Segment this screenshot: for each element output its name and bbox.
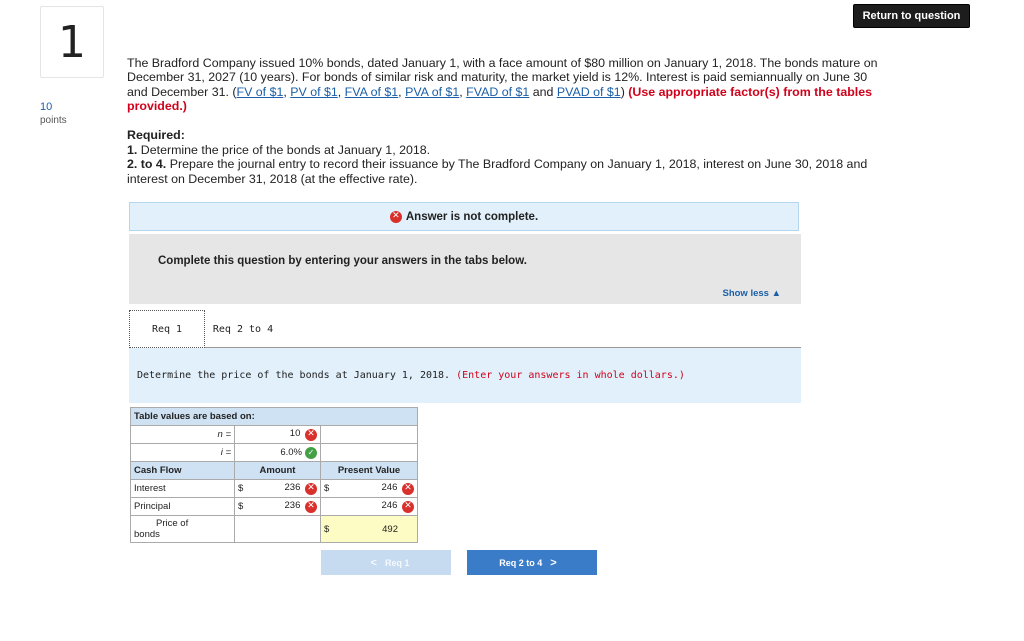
interest-amount-value: 236: [284, 482, 301, 494]
price-total-cell: [321, 516, 418, 543]
points-label: points: [40, 115, 67, 126]
link-pva-of-1[interactable]: PVA of $1: [405, 84, 460, 99]
tab-req-2-to-4[interactable]: Req 2 to 4: [207, 310, 279, 348]
tab-prompt-note: (Enter your answers in whole dollars.): [456, 370, 685, 381]
problem-text: The Bradford Company issued 10% bonds, dated January 1, with a face amount of $80 million on January 1, 2018. The bonds mature on December 31, 2027 (10 years). For bonds of similar risk and maturity, the market yield is 12%. Interest is paid semiannually on June 30 and December 31. (: [127, 56, 878, 99]
n-value: 10: [289, 428, 301, 440]
link-fv-of-1[interactable]: FV of $1: [236, 84, 284, 99]
error-icon: ✕: [305, 501, 317, 513]
principal-amount-input[interactable]: [235, 498, 321, 516]
tab-content-panel: [129, 348, 801, 403]
required-section: [127, 128, 887, 186]
problem-close: ): [620, 84, 625, 99]
table-row: [131, 480, 418, 498]
tab-prompt: [137, 370, 685, 381]
prev-req-button[interactable]: [321, 550, 451, 575]
principal-pv-input[interactable]: [321, 498, 418, 516]
show-less-toggle[interactable]: Show less ▲: [722, 288, 781, 299]
error-icon: ✕: [402, 483, 414, 495]
required-item2-text: Prepare the journal entry to record their issuance by The Bradford Company on January 1, 2018, interest on June 30, 2018 and interest on December 31, 2018 (at the effective rate).: [127, 157, 868, 186]
link-fva-of-1[interactable]: FVA of $1: [344, 84, 399, 99]
header-present-value: Present Value: [321, 462, 418, 480]
answer-status-banner: [129, 202, 799, 231]
chevron-left-icon: <: [370, 556, 377, 569]
present-value-table: [130, 407, 418, 543]
chevron-right-icon: >: [550, 556, 557, 569]
required-item1-text: Determine the price of the bonds at January 1, 2018.: [140, 142, 431, 157]
table-row: [131, 516, 418, 543]
instruction-panel: [129, 234, 801, 304]
prev-req-label: Req 1: [384, 557, 410, 568]
row-label-price: [131, 516, 235, 543]
problem-and: and: [529, 84, 557, 99]
i-label: i =: [131, 444, 235, 462]
problem-statement: The Bradford Company issued 10% bonds, dated January 1, with a face amount of $80 million on January 1, 2018. The bonds mature on December 31, 2027 (10 years). For bonds of similar risk and maturity, the market yield is 12%. Interest is paid semiannually on June 30 and December 31. (FV of $1, PV of $1, FVA of $1, PVA of $1, FVAD of $1 and PVAD of $1) (Use appropriate factor(s) from the tables provided.): [127, 56, 878, 113]
tab-req-1[interactable]: Req 1: [129, 310, 205, 348]
empty-cell: [235, 516, 321, 543]
tab-prompt-text: Determine the price of the bonds at January 1, 2018.: [137, 370, 451, 381]
row-label-principal: Principal: [131, 498, 235, 516]
i-input[interactable]: [235, 444, 321, 462]
empty-cell: [321, 444, 418, 462]
currency-symbol: $: [324, 483, 330, 494]
interest-pv-value: 246: [381, 482, 398, 494]
answer-status-text: Answer is not complete.: [405, 210, 539, 223]
required-item2-num: 2. to 4.: [127, 157, 167, 171]
price-label-line2: bonds: [134, 529, 160, 540]
interest-amount-input[interactable]: [235, 480, 321, 498]
principal-pv-value: 246: [381, 500, 398, 512]
link-pvad-of-1[interactable]: PVAD of $1: [556, 84, 621, 99]
price-label-line1: Price of: [156, 518, 189, 529]
interest-pv-input[interactable]: [321, 480, 418, 498]
header-cash-flow: Cash Flow: [131, 462, 235, 480]
return-to-question-button[interactable]: Return to question: [853, 4, 970, 28]
points-value: 10: [40, 101, 53, 113]
error-icon: ✕: [305, 429, 317, 441]
price-total-value: 492: [382, 523, 398, 535]
instruction-text: Complete this question by entering your answers in the tabs below.: [158, 255, 527, 267]
n-input[interactable]: [235, 426, 321, 444]
row-label-interest: Interest: [131, 480, 235, 498]
required-heading: Required:: [127, 128, 185, 142]
i-value: 6.0%: [280, 446, 302, 458]
error-icon: ✕: [402, 501, 414, 513]
error-icon: ✕: [305, 483, 317, 495]
link-fvad-of-1[interactable]: FVAD of $1: [466, 84, 530, 99]
required-item1-num: 1.: [127, 142, 138, 157]
problem-emphasis: (Use appropriate factor(s) from the tables provided.): [127, 84, 873, 113]
check-icon: ✓: [305, 447, 317, 459]
empty-cell: [321, 426, 418, 444]
n-label: n =: [131, 426, 235, 444]
currency-symbol: $: [238, 501, 244, 512]
principal-amount-value: 236: [284, 500, 301, 512]
next-req-label: Req 2 to 4: [499, 557, 543, 568]
currency-symbol: $: [324, 523, 330, 535]
next-req-button[interactable]: [467, 550, 597, 575]
header-amount: Amount: [235, 462, 321, 480]
link-pv-of-1[interactable]: PV of $1: [290, 84, 338, 99]
table-row: [131, 498, 418, 516]
table-based-on-label: Table values are based on:: [131, 408, 418, 426]
error-icon: ✕: [390, 211, 402, 223]
points-box: [40, 100, 67, 128]
question-number: 1: [40, 6, 104, 78]
currency-symbol: $: [238, 483, 244, 494]
